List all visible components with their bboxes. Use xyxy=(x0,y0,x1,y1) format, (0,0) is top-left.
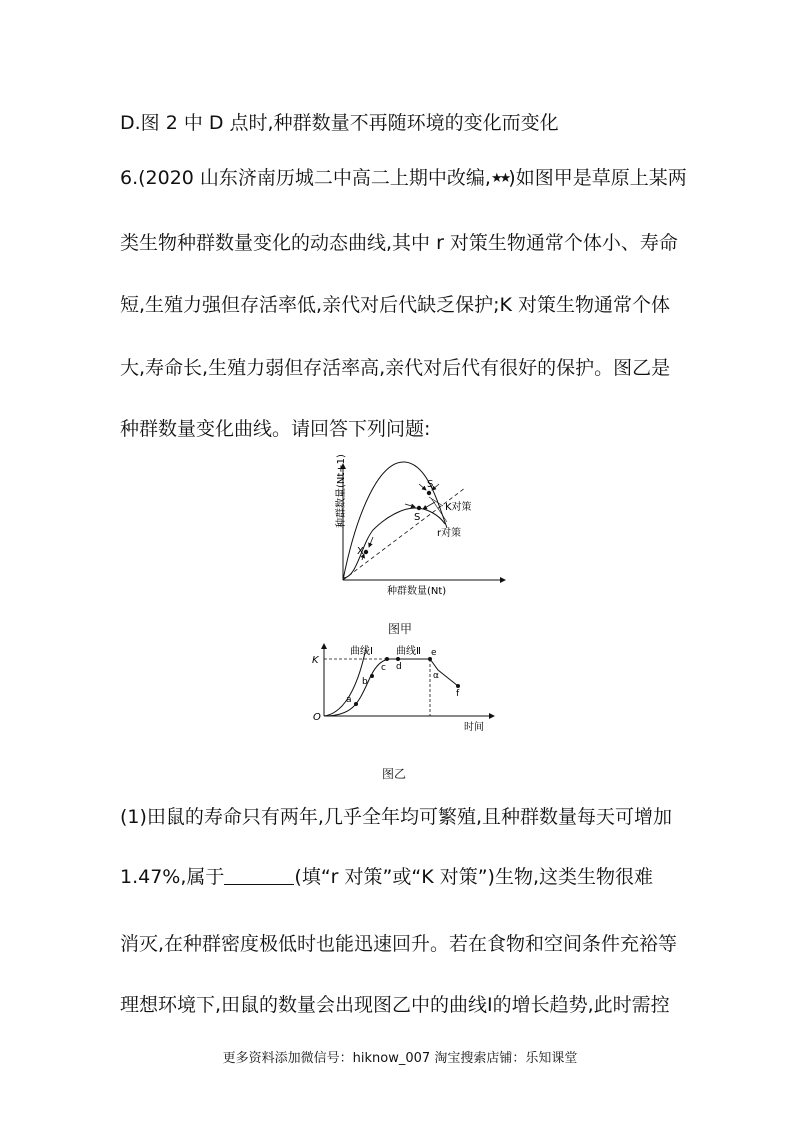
question-1-text-line xyxy=(120,862,653,889)
jia-k-curve xyxy=(343,508,445,578)
question-1-text-line: 消灭,在种群密度极低时也能迅速回升。若在食物和空间条件充裕等 xyxy=(120,933,678,955)
jia-point-s1 xyxy=(417,506,421,510)
yi-origin-label: O xyxy=(313,712,321,723)
jia-arrow-icon xyxy=(369,537,373,547)
yi-curve-1 xyxy=(324,648,366,716)
jia-point-x xyxy=(364,550,368,554)
jia-r-label: r对策 xyxy=(437,528,462,539)
figure-yi xyxy=(310,640,500,740)
yi-point-c xyxy=(385,657,389,661)
jia-k-label: K对策 xyxy=(445,502,472,513)
question-6-text-line: 类生物种群数量变化的动态曲线,其中 r 对策生物通常个体小、寿命 xyxy=(120,232,678,254)
yi-curve-2 xyxy=(324,659,458,716)
figure-yi-caption: 图乙 xyxy=(381,767,406,781)
question-6-text-line: 种群数量变化曲线。请回答下列问题: xyxy=(120,418,431,440)
answer-blank[interactable] xyxy=(224,865,294,885)
question-6-text-line: 短,生殖力强但存活率低,亲代对后代缺乏保护;K 对策生物通常个体 xyxy=(120,294,670,316)
yi-alpha-label: α xyxy=(433,671,439,681)
yi-point-b xyxy=(370,674,374,678)
question-6-suffix: )如图甲是草原上某两 xyxy=(508,167,687,189)
yi-f-label: f xyxy=(456,689,460,699)
yi-k-label: K xyxy=(312,655,319,666)
figure-jia xyxy=(315,450,515,610)
yi-b-label: b xyxy=(362,677,368,687)
yi-curve2-label: 曲线Ⅱ xyxy=(396,646,421,657)
question-1-text-line: 理想环境下,田鼠的数量会出现图乙中的曲线Ⅰ的增长趋势,此时需控 xyxy=(120,994,670,1016)
jia-point-s2 xyxy=(427,491,431,495)
jia-arrow-icon xyxy=(405,504,415,507)
question-1-line-prefix: 1.47%,属于 xyxy=(120,866,225,888)
page-footer: 更多资料添加微信号：hiknow_007 淘宝搜索店铺：乐知课堂 xyxy=(222,1051,578,1066)
jia-arrow-icon xyxy=(419,484,426,490)
yi-point-a xyxy=(354,702,358,706)
question-6-text-line: 大,寿命长,生殖力弱但存活率高,亲代对后代有很好的保护。图乙是 xyxy=(120,357,671,379)
jia-x-label: 种群数量(Nt) xyxy=(387,586,447,597)
jia-point-s2-label: S xyxy=(427,479,434,490)
question-6-prefix: 6.(2020 山东济南历城二中高二上期中改编, xyxy=(120,167,491,189)
figure-jia-caption: 图甲 xyxy=(387,622,412,636)
yi-x-label: 时间 xyxy=(464,722,484,733)
yi-curve1-label: 曲线Ⅰ xyxy=(350,646,373,657)
yi-point-d xyxy=(396,657,400,661)
yi-point-f xyxy=(456,684,460,688)
question-1-line-suffix: (填“r 对策”或“K 对策”)生物,这类生物很难 xyxy=(294,866,653,888)
question-6-heading xyxy=(120,163,687,190)
difficulty-stars-icon: ★★ xyxy=(490,171,509,186)
yi-d-label: d xyxy=(396,662,402,672)
question-1-text-line: (1)田鼠的寿命只有两年,几乎全年均可繁殖,且种群数量每天可增加 xyxy=(120,806,672,828)
jia-y-label: 种群数量(Nt+1) xyxy=(336,454,347,528)
yi-c-label: c xyxy=(381,663,386,673)
jia-point-x-label: X xyxy=(357,546,364,557)
jia-arrow-icon xyxy=(423,502,435,509)
yi-a-label: a xyxy=(346,695,352,705)
jia-point-s1-label: S xyxy=(414,512,421,523)
option-d-text: D.图 2 中 D 点时,种群数量不再随环境的变化而变化 xyxy=(120,112,559,134)
yi-e-label: e xyxy=(431,648,437,658)
